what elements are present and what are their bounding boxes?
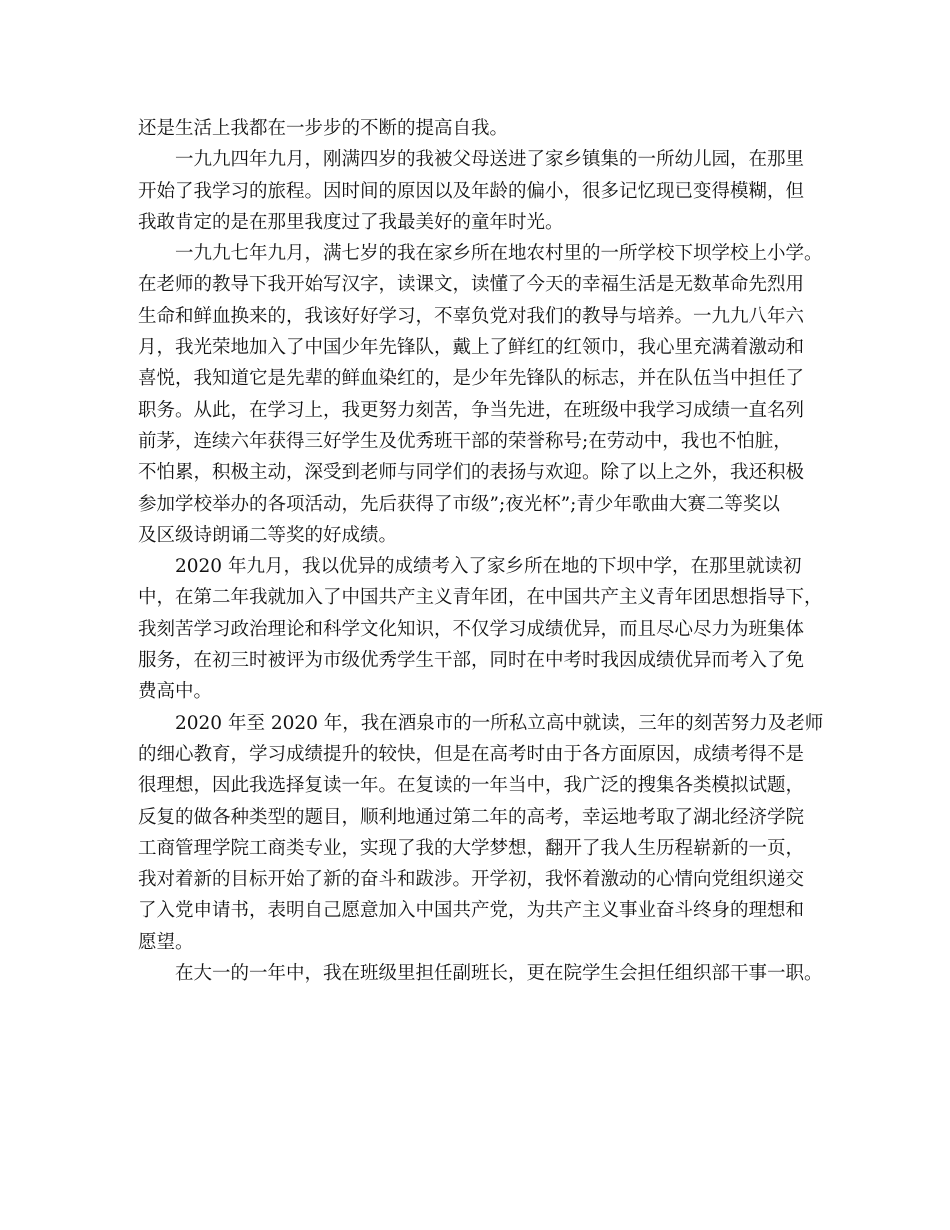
paragraph-first-line: 一九九四年九月，刚满四岁的我被父母送进了家乡镇集的一所幼儿园，在那里 (175, 149, 805, 171)
text-line: 职务。从此，在学习上，我更努力刻苦，争当先进，在班级中我学习成绩一直名列 (138, 399, 805, 421)
paragraph-first-line: 在大一的一年中，我在班级里担任副班长，更在院学生会担任组织部干事一职。 (175, 963, 823, 985)
text-line: 还是生活上我都在一步步的不断的提高自我。 (138, 118, 509, 139)
text-line: 反复的做各种类型的题目，顺利地通过第二年的高考，幸运地考取了湖北经济学院 (138, 806, 805, 828)
text-line: 费高中。 (138, 681, 213, 703)
text-line: 我敢肯定的是在那里我度过了我最美好的童年时光。 (138, 211, 564, 233)
text-line: 中，在第二年我就加入了中国共产主义青年团，在中国共产主义青年团思想指导下， (138, 587, 823, 609)
text-line: 愿望。 (138, 931, 194, 953)
text-line: 及区级诗朗诵二等奖的好成绩。 (138, 524, 398, 546)
text-line: 开始了我学习的旅程。因时间的原因以及年龄的偏小，很多记忆现已变得模糊，但 (138, 180, 805, 202)
text-line: 工商管理学院工商类专业，实现了我的大学梦想，翻开了我人生历程崭新的一页， (138, 837, 805, 859)
text-line: 月，我光荣地加入了中国少年先锋队，戴上了鲜红的红领巾，我心里充满着激动和 (138, 337, 805, 359)
text-line: 很理想，因此我选择复读一年。在复读的一年当中，我广泛的搜集各类模拟试题， (138, 775, 805, 797)
text-line: 的细心教育，学习成绩提升的较快，但是在高考时由于各方面原因，成绩考得不是 (138, 743, 805, 765)
text-line: 喜悦，我知道它是先辈的鲜血染红的，是少年先锋队的标志，并在队伍当中担任了 (138, 368, 805, 390)
text-line: 了入党申请书，表明自己愿意加入中国共产党，为共产主义事业奋斗终身的理想和 (138, 900, 805, 922)
text-line: 参加学校举办的各项活动，先后获得了市级”;夜光杯”;青少年歌曲大赛二等奖以 (138, 493, 780, 515)
text-line: 服务，在初三时被评为市级优秀学生干部，同时在中考时我因成绩优异而考入了免 (138, 650, 805, 672)
paragraph-first-line: 2020 年九月，我以优异的成绩考入了家乡所在地的下坝中学，在那里就读初 (175, 556, 802, 578)
text-line: 在老师的教导下我开始写汉字，读课文，读懂了今天的幸福生活是无数革命先烈用 (138, 274, 805, 296)
paragraph-first-line: 一九九七年九月，满七岁的我在家乡所在地农村里的一所学校下坝学校上小学。 (175, 243, 823, 265)
text-line: 生命和鲜血换来的，我该好好学习，不辜负党对我们的教导与培养。一九九八年六 (138, 305, 805, 327)
text-line: 我对着新的目标开始了新的奋斗和跋涉。开学初，我怀着激动的心情向党组织递交 (138, 869, 805, 891)
text-line: 前茅，连续六年获得三好学生及优秀班干部的荣誉称号;在劳动中，我也不怕脏， (138, 430, 792, 452)
document-body (138, 113, 828, 989)
paragraph-first-line: 2020 年至 2020 年，我在酒泉市的一所私立高中就读，三年的刻苦努力及老师 (175, 712, 824, 734)
text-line: 我刻苦学习政治理论和科学文化知识，不仅学习成绩优异，而且尽心尽力为班集体 (138, 618, 805, 640)
text-line: 不怕累，积极主动，深受到老师与同学们的表扬与欢迎。除了以上之外，我还积极 (138, 462, 805, 484)
